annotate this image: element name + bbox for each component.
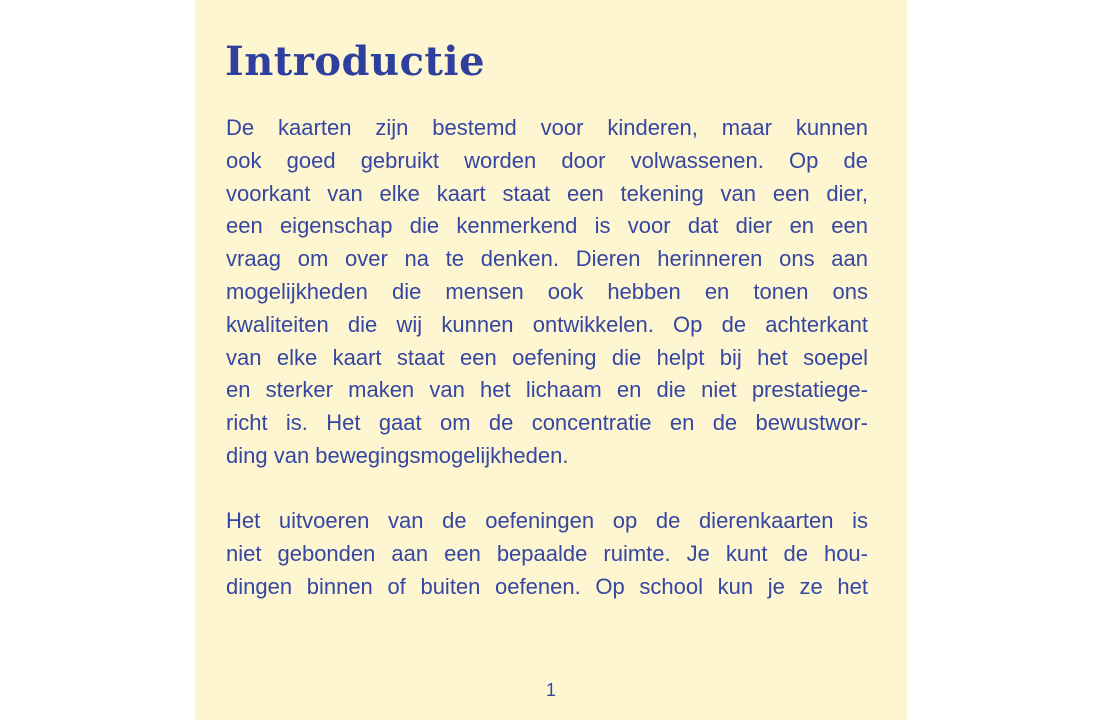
page-number: 1 (545, 680, 556, 700)
text-line: kwaliteiten die wij kunnen ontwikkelen. Op de achterkant (226, 311, 868, 337)
text-line: Het uitvoeren van de oefeningen op de dierenkaarten is (226, 508, 868, 533)
text-line: van elke kaart staat een oefening die helpt bij het soepel (226, 344, 868, 370)
text-line: dingen binnen of buiten oefenen. Op school kun je ze het (226, 573, 868, 599)
text-line: mogelijkheden die mensen ook hebben en tonen ons (226, 278, 868, 304)
text-line: ding van bewegingsmogelijkheden. (226, 442, 569, 468)
text-line: voorkant van elke kaart staat een tekening van een dier, (226, 180, 868, 206)
paragraph-1 (226, 112, 868, 473)
paragraph-2 (226, 505, 868, 603)
text-line: vraag om over na te denken. Dieren herinneren ons aan (226, 246, 868, 272)
text-line: De kaarten zijn bestemd voor kinderen, maar kunnen (226, 115, 868, 140)
text-line: een eigenschap die kenmerkend is voor dat dier en een (226, 213, 868, 239)
text-line: richt is. Het gaat om de concentratie en de bewustwor- (226, 410, 868, 436)
book-page (195, 0, 907, 720)
text-line: en sterker maken van het lichaam en die niet prestatiege- (226, 377, 868, 403)
page-title: Introductie (225, 38, 486, 85)
text-line: ook goed gebruikt worden door volwassenen. Op de (226, 147, 868, 173)
text-line: niet gebonden aan een bepaalde ruimte. Je kunt de hou- (226, 540, 868, 566)
